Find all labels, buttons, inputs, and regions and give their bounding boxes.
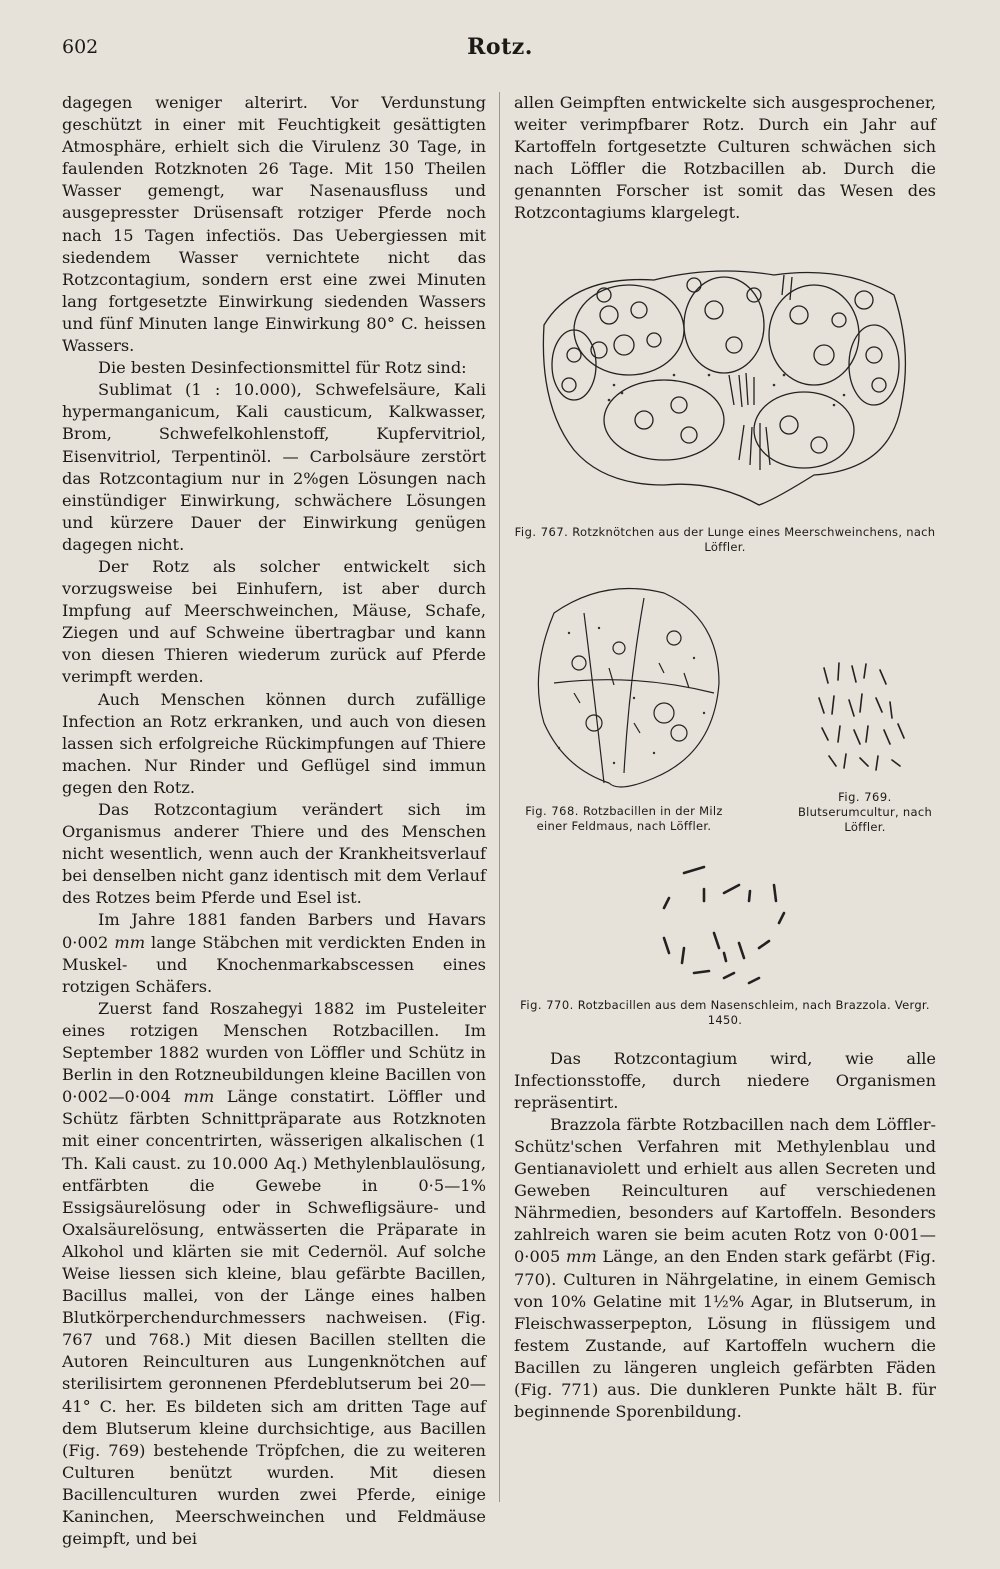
paragraph: Der Rotz als solcher entwickelt sich vorzugsweise bei Einhufern, ist aber durch Impfung auf Meerschweinchen, Mäuse, Schafe, Ziegen und auf Schweine übertragbar und kann von diesen Thieren wiederum zurück auf Pferde verimpft werden. <box>62 556 486 687</box>
fig-770-caption <box>514 998 936 1028</box>
fig-769-text: Blutserumcultur, nach Löffler. <box>797 804 933 834</box>
figure-row-768-769 <box>514 573 936 853</box>
paragraph: Die besten Desinfectionsmittel für Rotz sind: <box>98 358 467 378</box>
paragraph: Das Rotzcontagium wird, wie alle Infectionsstoffe, durch niedere Organismen repräsentirt. <box>514 1048 936 1112</box>
fig-768-label: Fig. 768. <box>525 803 579 818</box>
fig-768-text: Rotzbacillen in der Milz einer Feldmaus, nach Löffler. <box>536 803 723 833</box>
left-column <box>62 92 486 1550</box>
fig-769-label: Fig. 769. <box>838 789 892 804</box>
figure-767 <box>514 255 936 555</box>
figure-769 <box>794 628 936 835</box>
paragraph: Zuerst fand Roszahegyi 1882 im Pusteleiter eines rotzigen Menschen Rotzbacillen. Im September 1882 wurden von Löffler und Schütz in Berlin in den Rotzneubildungen kleine Bacillen von 0·002—0·004 mm Länge constatirt. Löffler und Schütz färbten Schnittpräparate aus Rotzknoten mit einer concentrirten, wässerigen alkalischen (1 Th. Kali caust. zu 10.000 Aq.) Methylenblaulösung, entfärbten die Gewebe in 0·5—1% Essigsäurelösung oder in Schwefligsäure- und Oxalsäurelösung, entwässerten die Präparate in Alkohol und klärten sie mit Cedernöl. Auf solche Weise liessen sich kleine, blau gefärbte Bacillen, Bacillus mallei, von der Länge eines halben Blutkörperchendurchmessers nachweisen. (Fig. 767 und 768.) Mit diesen Bacillen stellten die Autoren Reinculturen aus Lungenknötchen auf sterilisirtem geronnenen Pferdeblutserum bei 20—41° C. her. Es bildeten sich am dritten Tage auf dem Blutserum kleine durchsichtige, aus Bacillen (Fig. 769) bestehende Tröpfchen, die zu weiteren Culturen benützt wurden. Mit diesen Bacillenculturen wurden zwei Pferde, einige Kaninchen, Meerschweinchen und Feldmäuse geimpft, und bei <box>62 998 486 1549</box>
unit-mm: mm <box>183 1087 215 1107</box>
fig-767-caption <box>514 525 936 555</box>
right-column <box>514 92 936 1423</box>
unit-mm: mm <box>566 1247 597 1267</box>
disinfectant-list: Sublimat (1 : 10.000), Schwefelsäure, Kali hypermanganicum, Kali causticum, Kalkwasser, Brom, Schwefelkohlenstoff, Kupfervitriol, Eisenvitriol, Terpentinöl. — Carbolsäure zerstört das Rotzcontagium nur in 2%gen Lösungen nach einstündiger Einwirkung, schwächere Lösungen und kürzere Dauer der Einwirkung genügen dagegen nicht. <box>62 380 486 554</box>
paragraph: Das Rotzcontagium verändert sich im Organismus anderer Thiere und des Menschen nicht wesentlich, wenn auch der Krankheitsverlauf bei denselben nicht ganz identisch mit dem Verlauf des Rotzes beim Pferde und Esel ist. <box>62 800 486 908</box>
fig-767-illustration <box>514 255 936 525</box>
paragraph: Auch Menschen können durch zufällige Infection an Rotz erkranken, und auch von diesen lassen sich erfolgreiche Rückimpfungen auf Thiere machen. Nur Rinder und Geflügel sind immun gegen den Rotz. <box>62 689 486 797</box>
fig-769-illustration <box>794 628 936 798</box>
paragraph: allen Geimpften entwickelte sich ausgesprochener, weiter verimpfbarer Rotz. Durch ein Jahr auf Kartoffeln fortgesetzte Culturen schwächen sich nach Löffler die Rotzbacillen ab. Durch die genannten Forscher ist somit das Wesen des Rotzcontagiums klargelegt. <box>514 93 936 223</box>
fig-768-caption <box>514 804 734 834</box>
fig-768-illustration <box>514 573 734 798</box>
paragraph: Im Jahre 1881 fanden Barbers und Havars 0·002 mm lange Stäbchen mit verdickten Enden in Muskel- und Knochenmarkabscessen eines rotzigen Schäfers. <box>62 910 486 996</box>
fig-770-label: Fig. 770. <box>520 997 574 1012</box>
fig-770-illustration <box>514 863 936 998</box>
paragraph: Brazzola färbte Rotzbacillen nach dem Löffler-Schütz'schen Verfahren mit Methylenblau und Gentianaviolett und erhielt aus allen Secreten und Geweben Reinculturen auf verschiedenen Nährmedien, besonders auf Kartoffeln. Besonders zahlreich waren sie beim acuten Rotz von 0·001—0·005 mm Länge, an den Enden stark gefärbt (Fig. 770). Culturen in Nährgelatine, in einem Gemisch von 10% Gelatine mit 1½% Agar, in Blutserum, in Fleischwasserpepton, Lösung in flüssigem und festem Zustande, auf Kartoffeln wuchern die Bacillen zu längeren ungleich gefärbten Fäden (Fig. 771) aus. Die dunkleren Punkte hält B. für beginnende Sporenbildung. <box>514 1114 936 1422</box>
column-divider <box>499 92 500 1502</box>
fig-767-text: Rotzknötchen aus der Lunge eines Meerschweinchens, nach Löffler. <box>572 524 936 554</box>
fig-769-caption <box>794 790 936 835</box>
fig-770-text: Rotzbacillen aus dem Nasenschleim, nach Brazzola. Vergr. 1450. <box>577 997 930 1027</box>
figure-770 <box>514 863 936 1028</box>
paragraph: dagegen weniger alterirt. Vor Verdunstung geschützt in einer mit Feuchtigkeit gesättigten Atmosphäre, erhielt sich die Virulenz 30 Tage, in faulenden Rotzknoten 26 Tage. Mit 150 Theilen Wasser gemengt, war Nasenausfluss und ausgepresster Drüsensaft rotziger Pferde noch nach 15 Tagen infectiös. Das Uebergiessen mit siedendem Wasser vernichtete nicht das Rotzcontagium, sondern erst eine zwei Minuten lang fortgesetzte Einwirkung siedenden Wassers und fünf Minuten lange Einwirkung 80° C. heissen Wassers. <box>62 93 486 356</box>
page-number: 602 <box>62 36 99 58</box>
figure-768 <box>514 573 734 834</box>
unit-mm: mm <box>114 932 146 952</box>
fig-767-label: Fig. 767. <box>514 524 569 539</box>
running-title: Rotz. <box>467 34 533 60</box>
